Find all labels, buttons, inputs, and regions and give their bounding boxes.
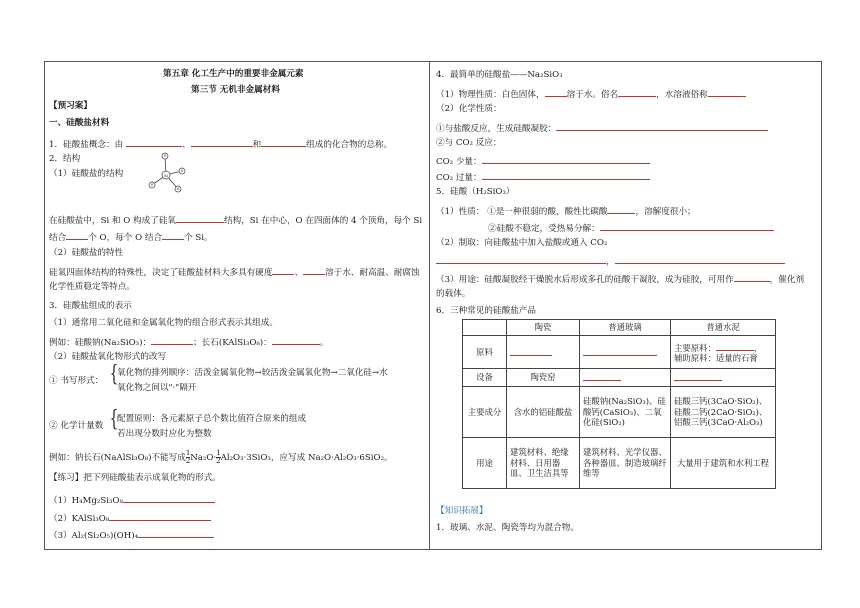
text: 个 O，每个 O 结合 (88, 233, 163, 243)
answer-blank[interactable] (272, 335, 320, 345)
knowledge-extension-heading: 【知识拓展】 (436, 506, 488, 516)
table-cell: 陶瓷窑 (507, 369, 580, 387)
svg-text:O: O (163, 154, 167, 159)
coefficient-rule2: 若出现分数时应化为整数 (117, 429, 212, 439)
text: ②硅酸不稳定，受热易分解： (488, 224, 600, 234)
reaction-with-co2: ②与 CO₂ 反应： (436, 138, 502, 148)
composition-heading: 3．硅酸盐组成的表示 (49, 301, 132, 311)
practice-heading: 【练习】把下列硅酸盐表示成氧化物的形式。 (49, 473, 221, 483)
co2-small-amount (436, 154, 650, 168)
fraction-half: $\frac{1}{2}$ (216, 449, 221, 465)
table-cell (671, 369, 776, 387)
silicate-property-line1 (49, 265, 420, 279)
writing-form-label: ① 书写形式： (49, 376, 104, 386)
preview-heading: 【预习案】 (49, 101, 92, 111)
writing-form-rule2: 氧化物之间以"·"隔开 (117, 383, 197, 393)
answer-blank[interactable] (176, 213, 224, 223)
text: ；长石(KAlSi₃O₈)： (193, 338, 272, 348)
composition-example (49, 335, 328, 349)
table-cell: 硅酸钠(Na₂SiO₃)、硅酸钙(CaSiO₃)、二氧化硅(SiO₂) (580, 387, 671, 438)
answer-blank[interactable] (708, 87, 746, 97)
answer-blank[interactable] (482, 154, 650, 164)
row-label: 原料 (463, 336, 507, 369)
text: 。 (319, 338, 329, 348)
silicic-acid-use-line1 (436, 272, 804, 286)
text: （3）用途：硅酸凝胶经干燥脱水后形成多孔的硅酸干凝胶，成为硅胶，可用作 (436, 275, 734, 285)
text: Na₂O· (190, 453, 217, 463)
text: 结构，Si 在中心，O 在四面体的 4 个顶角，每个 Si (224, 216, 423, 226)
text: （3）Al₂(Si₂O₅)(OH)₄ (49, 531, 139, 541)
answer-blank[interactable] (138, 528, 214, 538)
structure-heading: 2．结构 (49, 154, 81, 164)
table-cell (580, 336, 671, 369)
text: （1）H₄Mg₂Si₃O₈ (49, 496, 123, 506)
answer-blank[interactable] (482, 170, 650, 180)
svg-text:O: O (150, 183, 154, 188)
silicic-acid-property1 (436, 204, 696, 218)
text: 组成的化合物的总称。 (306, 140, 393, 150)
answer-blank[interactable] (123, 493, 215, 503)
text: （1）性质： ①是一种很弱的酸，酸性比碳酸 (436, 207, 608, 217)
text: ①与盐酸反应，生成硅酸凝胶： (436, 124, 557, 134)
table-header-cell: 陶瓷 (507, 320, 580, 336)
table-cell (671, 336, 776, 369)
reaction-with-hcl (436, 121, 768, 135)
text: ，催化剂 (769, 275, 805, 285)
answer-blank[interactable] (436, 254, 606, 264)
sodium-silicate-heading: 4．最简单的硅酸盐——Na₂SiO₃ (436, 70, 563, 80)
answer-blank[interactable] (674, 371, 722, 381)
structure-desc-line2 (49, 230, 213, 244)
table-header-cell: 普通水泥 (671, 320, 776, 336)
text: ，溶解度很小； (635, 207, 696, 217)
text: CO₂ 过量： (436, 173, 482, 183)
text: 溶于水、耐高温、耐腐蚀 (325, 268, 420, 278)
table-cell: 建筑材料、光学仪器、各种器皿、制造玻璃纤维等 (580, 438, 671, 489)
text: 、 (294, 268, 304, 278)
answer-blank[interactable] (510, 346, 552, 356)
text: （1）物理性质：白色固体， (436, 90, 545, 100)
silicate-products-heading: 6．三种常见的硅酸盐产品 (436, 306, 536, 316)
answer-blank[interactable] (583, 346, 657, 356)
text: 辅助原料：适量的石膏 (674, 353, 758, 363)
answer-blank[interactable] (615, 254, 785, 264)
coefficient-label: ② 化学计量数 (49, 421, 104, 431)
row-label: 设备 (463, 369, 507, 387)
text: 结合 (49, 233, 67, 243)
text: 例如：钠长石(NaAlSi₃O₈)不能写成 (49, 453, 186, 463)
chemical-property-heading: （2）化学性质： (436, 104, 502, 114)
answer-blank[interactable] (151, 335, 193, 345)
knowledge-extension-item-1: 1．玻璃、水泥、陶瓷等均为混合物。 (436, 523, 579, 533)
answer-blank[interactable] (734, 272, 770, 282)
heading-silicate-materials: 一、硅酸盐材料 (49, 118, 110, 128)
answer-blank[interactable] (600, 221, 774, 231)
fraction-half: $\frac{1}{2}$ (185, 449, 191, 465)
text: 溶于水。俗名 (566, 90, 619, 100)
table-header-cell: 普通玻璃 (580, 320, 671, 336)
albite-example (49, 450, 393, 465)
silicate-structure-label: （1）硅酸盐的结构 (49, 169, 124, 179)
answer-blank[interactable] (66, 230, 88, 240)
svg-text:O: O (176, 187, 180, 192)
answer-blank[interactable] (545, 87, 567, 97)
text: 在硅酸盐中，Si 和 O 构成了硅氧 (49, 216, 177, 226)
practice-item-3 (49, 528, 214, 542)
chapter-title: 第五章 化工生产中的重要非金属元素 (163, 69, 304, 79)
silicon-oxygen-tetrahedron-diagram (148, 151, 188, 195)
answer-blank[interactable] (556, 121, 768, 131)
answer-blank[interactable] (583, 371, 621, 381)
table-cell: 建筑材料、绝缘材料、日用器皿、卫生洁具等 (507, 438, 580, 489)
silicate-property-line2: 化学性质稳定等特点。 (49, 282, 135, 292)
table-cell (507, 336, 580, 369)
answer-blank[interactable] (126, 137, 182, 147)
silicic-acid-use-line2: 的载体。 (436, 289, 471, 299)
silicic-acid-property2 (488, 221, 774, 235)
co2-excess (436, 170, 650, 184)
svg-text:O: O (180, 169, 184, 174)
table-cell: 含水的铝硅酸盐 (507, 387, 580, 438)
preparation-answer-line (436, 254, 785, 268)
text: Al₂O₃·3SiO₃，应写成 Na₂O·Al₂O₃·6SiO₂。 (220, 453, 393, 463)
table-cell (580, 369, 671, 387)
table-row-raw-materials (463, 336, 776, 369)
silicic-acid-heading: 5．硅酸（H₂SiO₃） (436, 187, 515, 197)
answer-blank[interactable] (261, 137, 306, 147)
text: 个 Si。 (184, 233, 213, 243)
silicate-products-table (462, 319, 776, 489)
table-row-equipment (463, 369, 776, 387)
answer-blank[interactable] (272, 265, 294, 275)
row-label: 主要成分 (463, 387, 507, 438)
si-atom-label: Si (164, 174, 168, 178)
physical-property-line (436, 87, 746, 101)
text: （2）KAlSi₃O₈ (49, 514, 110, 524)
writing-form-rule1: 氧化物的排列顺序：活泼金属氧化物→较活泼金属氧化物→二氧化硅→水 (117, 368, 388, 378)
text: 1．硅酸盐概念：由 (49, 140, 124, 150)
table-header-cell (463, 320, 507, 336)
column-divider (429, 61, 430, 550)
table-header-row (463, 320, 776, 336)
text: ， (606, 257, 615, 267)
answer-blank[interactable] (607, 204, 635, 214)
practice-item-1 (49, 493, 215, 507)
table-row-uses (463, 438, 776, 489)
row-label: 用途 (463, 438, 507, 489)
brace-icon: { (109, 362, 119, 387)
text: 例如：硅酸钠(Na₂SiO₃)： (49, 338, 152, 348)
text: ，水溶液俗称 (656, 90, 708, 100)
text: 、 (181, 140, 191, 150)
text: ， (753, 342, 763, 353)
answer-blank[interactable] (618, 87, 656, 97)
answer-blank[interactable] (716, 341, 754, 351)
table-row-main-components (463, 387, 776, 438)
silicic-acid-preparation: （2）制取：向硅酸盐中加入盐酸或通入 CO₂ (436, 238, 608, 248)
brace-icon: { (109, 407, 119, 432)
practice-item-2 (49, 511, 211, 525)
silicate-property-heading: （2）硅酸盐的特性 (49, 248, 124, 258)
oxide-rewrite-heading: （2）硅酸盐氧化物形式的改写 (49, 352, 167, 362)
answer-blank[interactable] (109, 511, 211, 521)
silicate-concept-line (49, 137, 392, 151)
section-title: 第三节 无机非金属材料 (191, 85, 280, 95)
coefficient-rule1: 配置原则：各元素原子总个数比值符合原来的组成 (117, 414, 307, 424)
answer-blank[interactable] (303, 265, 325, 275)
composition-desc: （1）通常用二氧化硅和金属氧化物的组合形式表示其组成。 (49, 318, 278, 328)
structure-desc-line1 (49, 213, 422, 227)
text: CO₂ 少量： (436, 157, 482, 167)
text: 主要原料： (674, 342, 716, 353)
text: 和 (252, 140, 262, 150)
answer-blank[interactable] (162, 230, 184, 240)
answer-blank[interactable] (191, 137, 253, 147)
text: 硅氧四面体结构的特殊性，决定了硅酸盐材料大多具有硬度 (49, 268, 273, 278)
table-cell: 大量用于建筑和水利工程 (671, 438, 776, 489)
table-cell: 硅酸三钙(3CaO·SiO₂)、硅酸二钙(2CaO·SiO₂)、铝酸三钙(3CaO·Al₂O₃) (671, 387, 776, 438)
